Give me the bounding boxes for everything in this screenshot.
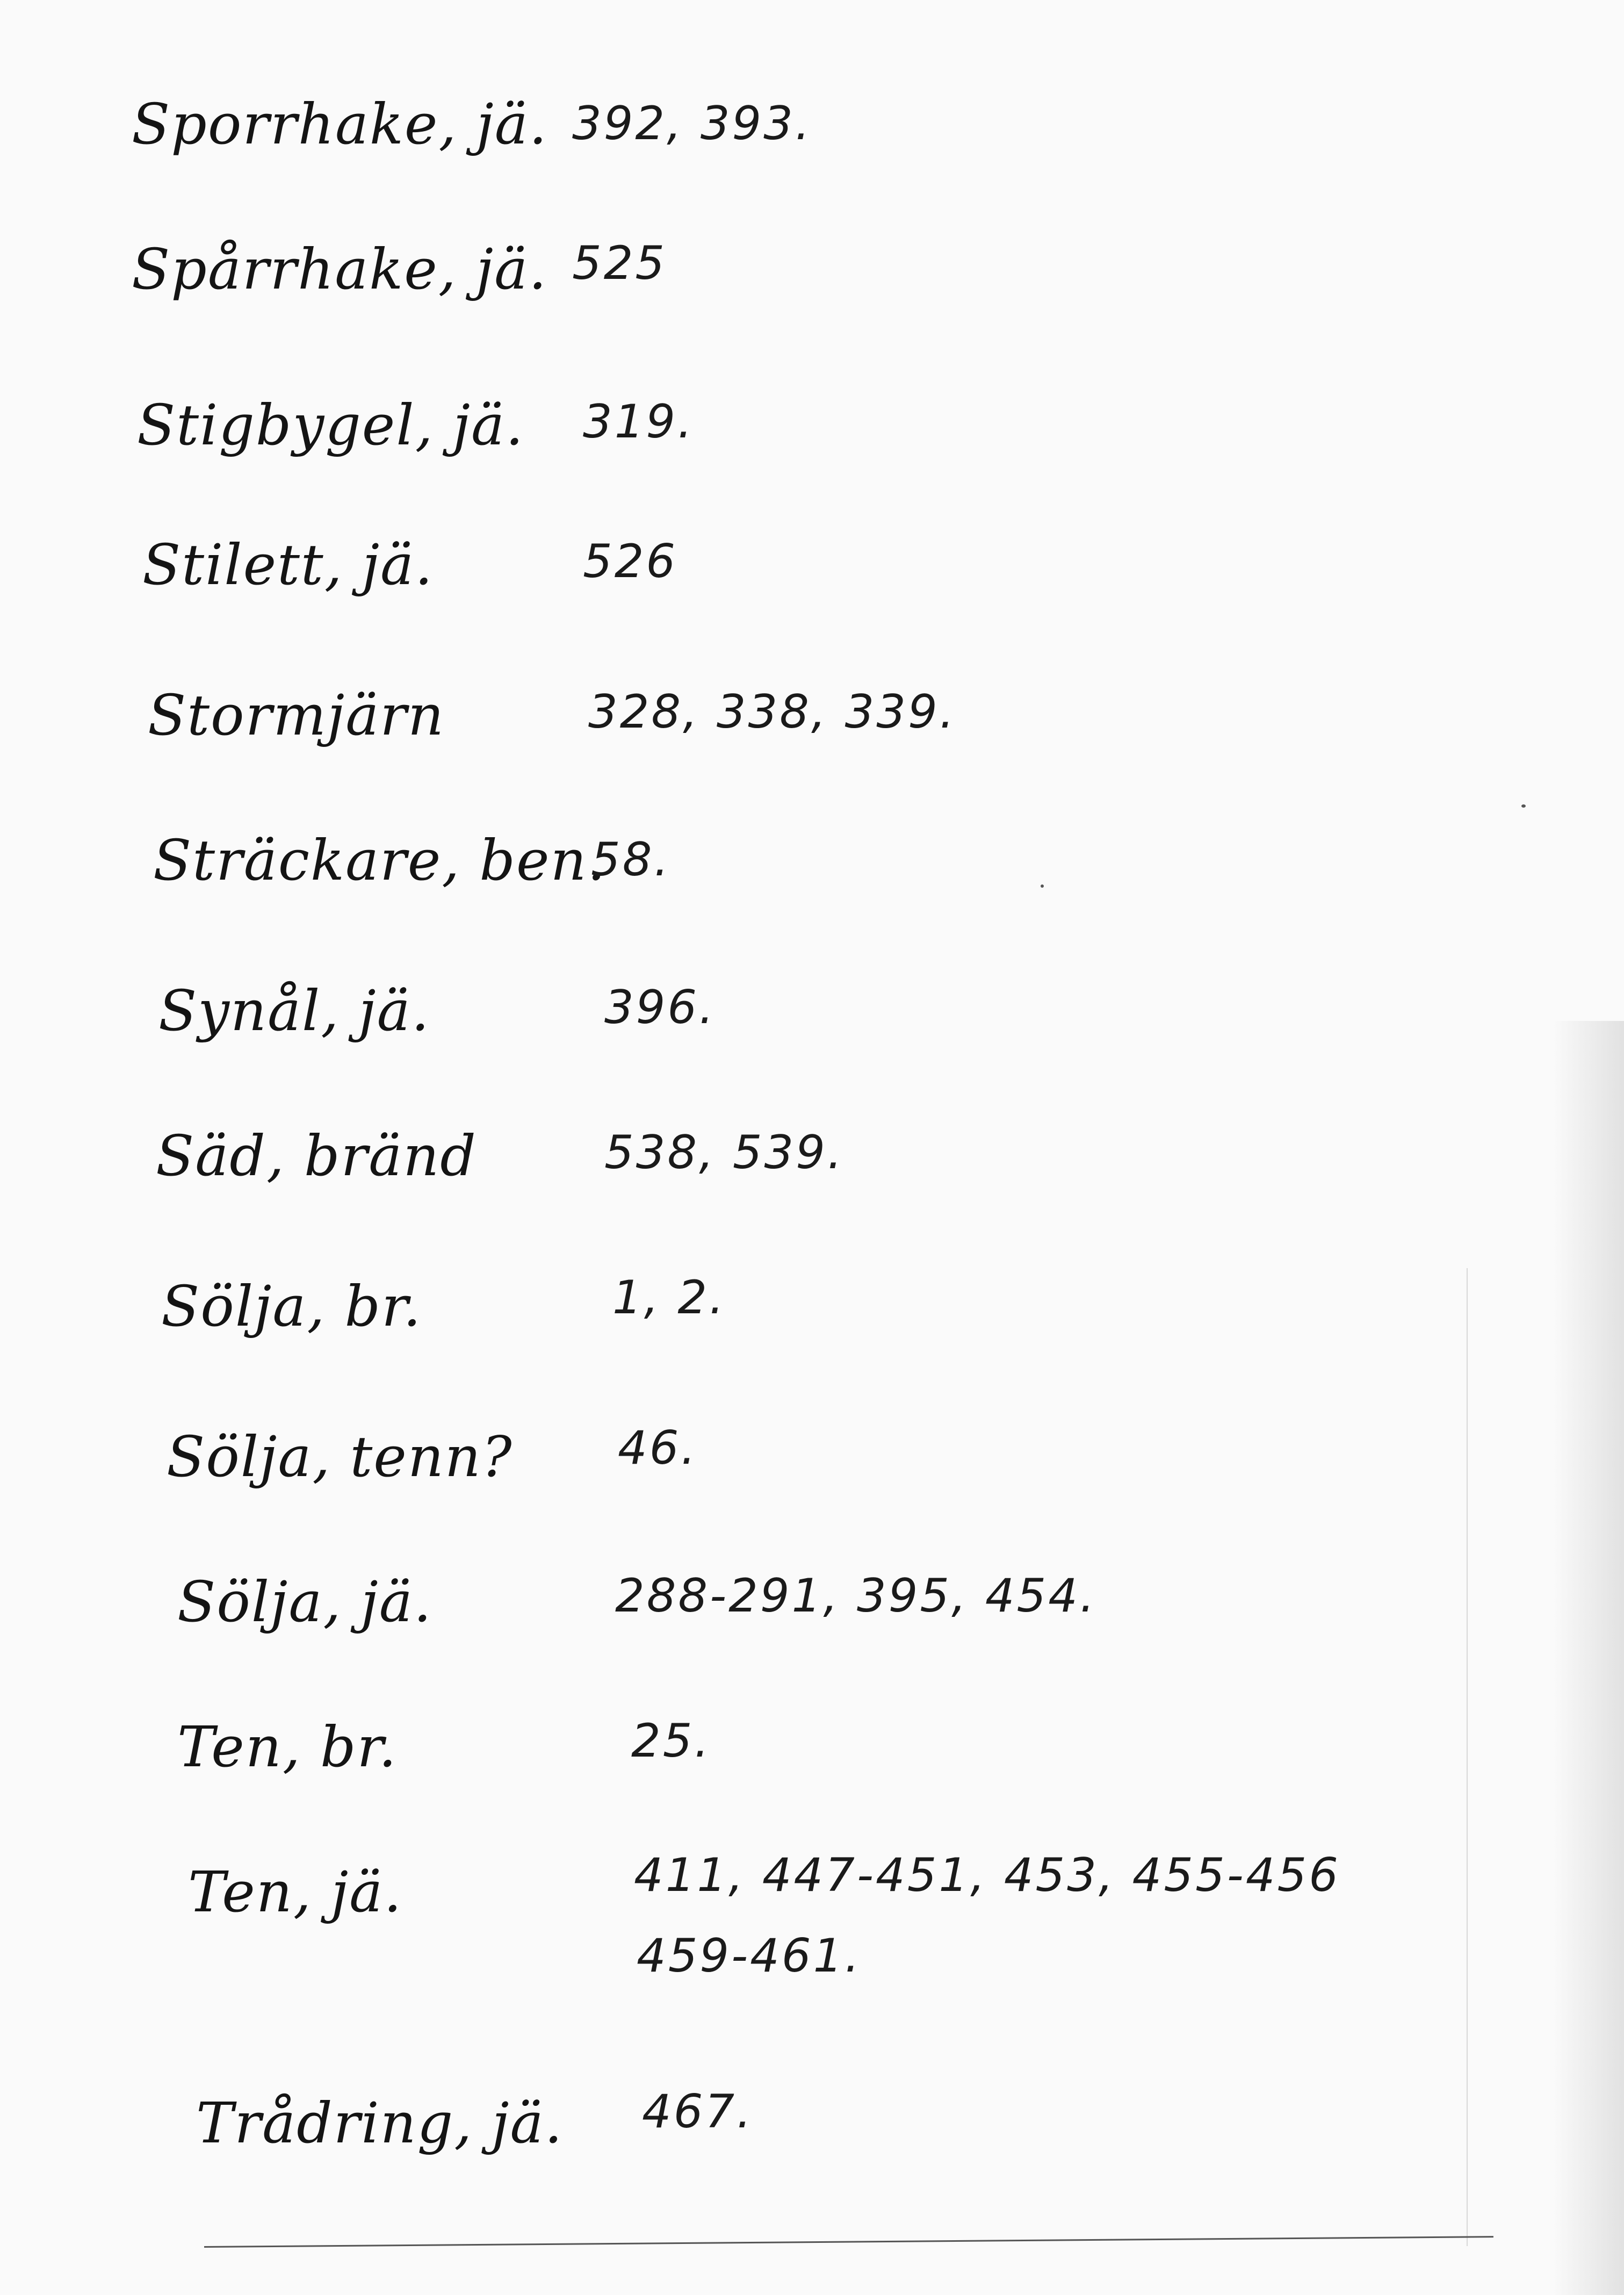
entry-pages: 319.: [583, 395, 695, 449]
entry-term: Ten, jä.: [188, 1859, 403, 1925]
entry-term: Spårrhake, jä.: [132, 236, 548, 302]
entry-pages: 25.: [631, 1714, 711, 1768]
index-entry: [0, 1553, 1624, 1660]
entry-term: Sölja, jä.: [177, 1569, 432, 1635]
entry-pages: 396.: [604, 981, 716, 1034]
entry-pages: 467.: [642, 2085, 754, 2139]
index-entry: [0, 1257, 1624, 1365]
index-entry: [0, 962, 1624, 1069]
index-entry: [0, 376, 1624, 484]
index-entry: [0, 226, 1624, 333]
entry-pages-continued: 459-461.: [637, 1929, 862, 1983]
index-entry: [0, 817, 1624, 924]
entry-pages: 392, 393.: [572, 97, 812, 150]
entry-pages: 538, 539.: [604, 1126, 845, 1179]
index-entry: [0, 666, 1624, 774]
entry-pages: 46.: [618, 1421, 698, 1475]
entry-term: Sölja, tenn?: [167, 1424, 513, 1490]
paper-edge-bottom: [204, 2236, 1493, 2248]
index-entry: [0, 521, 1624, 629]
index-entry: [0, 1107, 1624, 1214]
entry-term: Stilett, jä.: [142, 532, 434, 598]
entry-pages: 58.: [591, 833, 671, 887]
index-entry: [0, 1698, 1624, 1805]
entry-term: Sporrhake, jä.: [132, 91, 548, 157]
entry-pages: 288-291, 395, 454.: [615, 1569, 1097, 1623]
index-entry: [0, 1848, 1624, 2010]
entry-term: Säd, bränd: [156, 1123, 477, 1189]
entry-pages: 525: [572, 236, 667, 290]
entry-pages: 328, 338, 339.: [588, 685, 957, 739]
entry-pages: 1, 2.: [612, 1271, 726, 1325]
entry-term: Stigbygel, jä.: [137, 392, 525, 458]
index-entry: [0, 2074, 1624, 2182]
entry-pages: 526: [583, 535, 678, 588]
entry-term: Synål, jä.: [158, 978, 430, 1044]
entry-pages: 411, 447-451, 453, 455-456: [634, 1848, 1340, 1902]
index-entry: [0, 1408, 1624, 1515]
ink-speck: [1521, 804, 1526, 808]
entry-term: Stormjärn: [148, 682, 445, 748]
entry-term: Ten, br.: [177, 1714, 398, 1780]
index-entry: [0, 81, 1624, 188]
entry-term: Trådring, jä.: [196, 2090, 564, 2156]
entry-term: Sölja, br.: [161, 1274, 422, 1339]
entry-term: Sträckare, ben.: [153, 828, 607, 893]
